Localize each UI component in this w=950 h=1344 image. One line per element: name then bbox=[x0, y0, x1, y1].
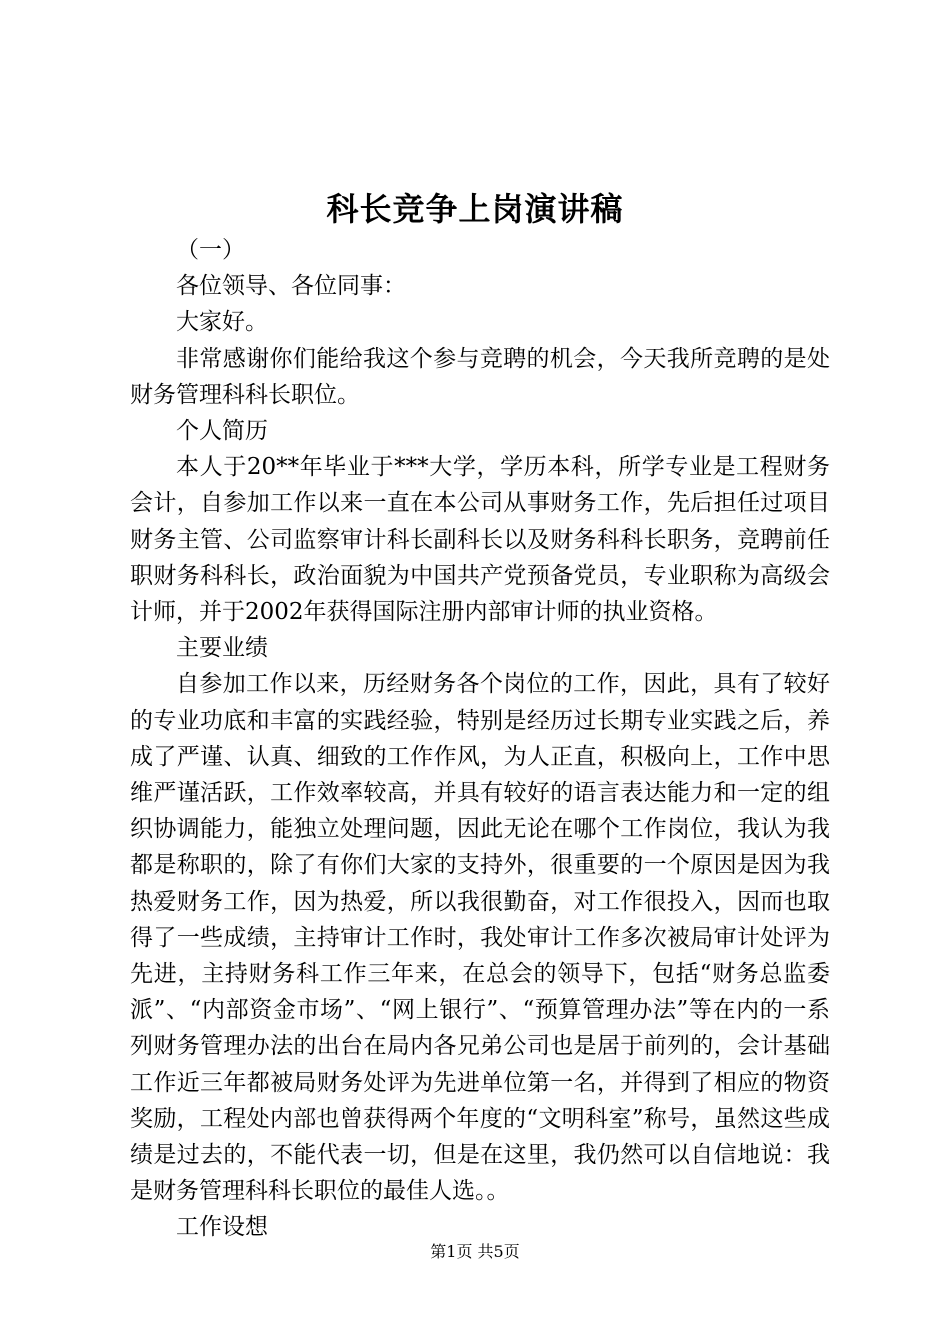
paragraph-greeting: 大家好。 bbox=[176, 309, 268, 336]
page-number-footer: 第1页 共5页 bbox=[430, 1242, 520, 1261]
heading-work-plan: 工作设想 bbox=[176, 1214, 268, 1241]
paragraph-resume: 本人于20**年毕业于***大学，学历本科，所学专业是工程财务会计，自参加工作以来一直在本公司从事财务工作，先后担任过项目财务主管、公司监察审计科长副科长以及财务科科长职务，竞聘前任职财务科科长，政治面貌为中国共产党预备党员，专业职称为高级会计师，并于2002年获得国际注册内部审计师的执业资格。 bbox=[130, 454, 830, 626]
paragraph-intro: 非常感谢你们能给我这个参与竞聘的机会，今天我所竞聘的是处财务管理科科长职位。 bbox=[130, 345, 830, 408]
heading-resume: 个人简历 bbox=[176, 418, 268, 445]
paragraph-section-number: （一） bbox=[176, 237, 245, 263]
paragraph-achievements: 自参加工作以来，历经财务各个岗位的工作，因此，具有了较好的专业功底和丰富的实践经验，特别是经历过长期专业实践之后，养成了严谨、认真、细致的工作作风，为人正直，积极向上，工作中思维严谨活跃，工作效率较高，并具有较好的语言表达能力和一定的组织协调能力，能独立处理问题，因此无论在哪个工作岗位，我认为我都是称职的，除了有你们大家的支持外，很重要的一个原因是因为我热爱财务工作，因为热爱，所以我很勤奋，对工作很投入，因而也取得了一些成绩，主持审计工作时，我处审计工作多次被局审计处评为先进，主持财务科工作三年来，在总会的领导下，包括“财务总监委派”、“内部资金市场”、“网上银行”、“预算管理办法”等在内的一系列财务管理办法的出台在局内各兄弟公司也是居于前列的，会计基础工作近三年都被局财务处评为先进单位第一名，并得到了相应的物资奖励，工程处内部也曾获得两个年度的“文明科室”称号，虽然这些成绩是过去的，不能代表一切，但是在这里，我仍然可以自信地说：我是财务管理科科长职位的最佳人选。。 bbox=[130, 671, 830, 1205]
document-title: 科长竞争上岗演讲稿 bbox=[326, 190, 624, 228]
paragraph-salutation: 各位领导、各位同事： bbox=[176, 273, 406, 300]
heading-achievements: 主要业绩 bbox=[176, 635, 268, 662]
document-body bbox=[130, 232, 830, 1246]
